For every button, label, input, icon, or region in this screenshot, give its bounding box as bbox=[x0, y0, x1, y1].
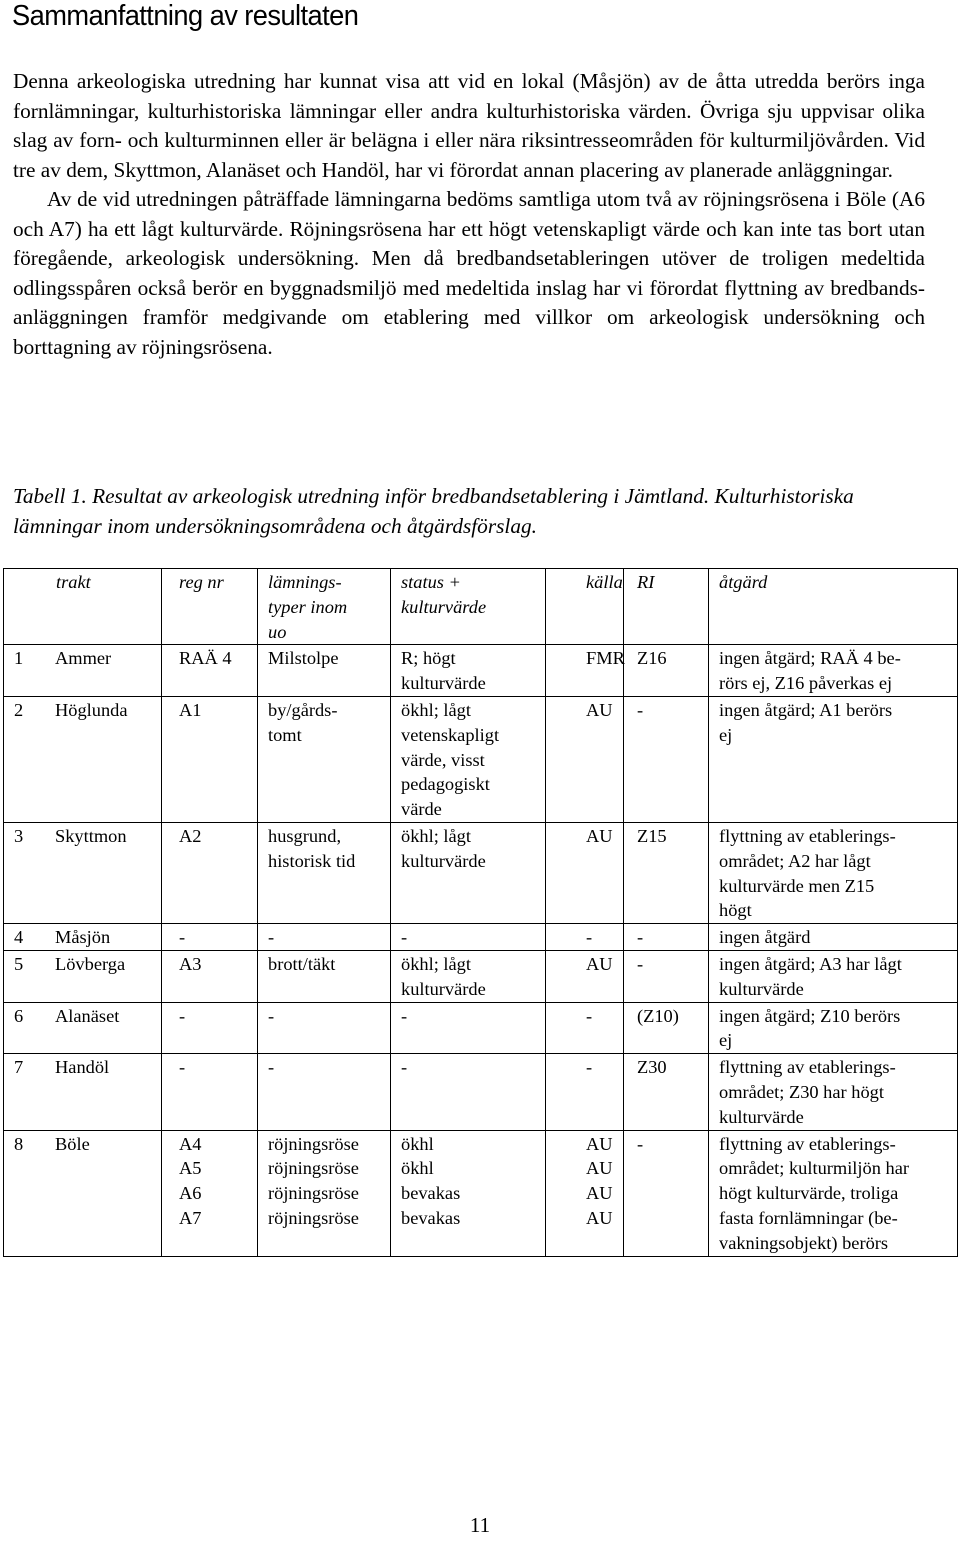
kalla-line: AU bbox=[586, 1133, 613, 1154]
cell-reg-nr bbox=[162, 924, 258, 951]
status-line: kulturvärde bbox=[401, 850, 486, 871]
cell-typ bbox=[258, 1130, 391, 1256]
cell-kalla bbox=[546, 1130, 624, 1256]
summary-text bbox=[13, 67, 925, 362]
reg-nr-line: - bbox=[179, 1057, 186, 1078]
kalla-line: AU bbox=[586, 1158, 613, 1179]
typ-line: Milstolpe bbox=[268, 648, 339, 669]
table-row bbox=[4, 950, 958, 1002]
reg-nr-line: A6 bbox=[179, 1183, 202, 1204]
atgard-line: ingen åtgärd; A3 har lågt bbox=[719, 953, 902, 974]
status-line: - bbox=[401, 1057, 408, 1078]
atgard-line: flyttning av etablerings- bbox=[719, 1133, 896, 1154]
cell-atgard bbox=[709, 696, 958, 822]
kalla-line: AU bbox=[586, 825, 613, 846]
table-row bbox=[4, 924, 958, 951]
typ-line: husgrund, bbox=[268, 825, 342, 846]
trakt-name: Böle bbox=[55, 1133, 90, 1154]
cell-trakt bbox=[4, 1002, 162, 1054]
typ-line: röjningsröse bbox=[268, 1183, 359, 1204]
row-number: 6 bbox=[14, 1005, 24, 1026]
trakt-name: Ammer bbox=[55, 648, 112, 669]
kalla-line: - bbox=[586, 1005, 593, 1026]
header-typer-line: typer inom bbox=[268, 596, 348, 617]
cell-typ bbox=[258, 1002, 391, 1054]
cell-trakt bbox=[4, 1130, 162, 1256]
atgard-line: ej bbox=[719, 724, 733, 745]
typ-line: tomt bbox=[268, 724, 302, 745]
table-row bbox=[4, 1054, 958, 1130]
cell-kalla bbox=[546, 1002, 624, 1054]
atgard-line: ingen åtgärd; RAÄ 4 be- bbox=[719, 648, 901, 669]
cell-ri bbox=[624, 822, 709, 923]
cell-atgard bbox=[709, 1002, 958, 1054]
reg-nr-line: A5 bbox=[179, 1158, 202, 1179]
cell-status bbox=[391, 645, 546, 697]
cell-atgard bbox=[709, 645, 958, 697]
status-line: - bbox=[401, 927, 408, 948]
reg-nr-line: RAÄ 4 bbox=[179, 648, 232, 669]
cell-atgard bbox=[709, 1130, 958, 1256]
cell-ri bbox=[624, 1002, 709, 1054]
cell-kalla bbox=[546, 1054, 624, 1130]
reg-nr-line: A2 bbox=[179, 825, 202, 846]
typ-line: - bbox=[268, 1005, 275, 1026]
row-number: 1 bbox=[14, 648, 24, 669]
cell-atgard bbox=[709, 924, 958, 951]
typ-line: röjningsröse bbox=[268, 1158, 359, 1179]
cell-trakt bbox=[4, 696, 162, 822]
table-row bbox=[4, 645, 958, 697]
cell-typ bbox=[258, 950, 391, 1002]
ri-value: Z15 bbox=[637, 825, 667, 846]
ri-value: Z30 bbox=[637, 1057, 667, 1078]
table-body bbox=[4, 645, 958, 1256]
trakt-name: Skyttmon bbox=[55, 825, 127, 846]
header-ri: RI bbox=[624, 569, 709, 645]
trakt-name: Höglunda bbox=[55, 699, 128, 720]
page-number: 11 bbox=[469, 1513, 491, 1537]
cell-atgard bbox=[709, 1054, 958, 1130]
trakt-name: Måsjön bbox=[55, 927, 111, 948]
status-line: värde bbox=[401, 799, 442, 820]
atgard-line: kulturvärde bbox=[719, 978, 804, 999]
cell-status bbox=[391, 924, 546, 951]
header-status bbox=[391, 569, 546, 645]
cell-kalla bbox=[546, 696, 624, 822]
status-line: ökhl bbox=[401, 1133, 434, 1154]
summary-paragraph-2: Av de vid utredningen påträffade lämningarna bedöms samtliga utom två av röjningsrösena i Böle (A6 och A7) ha ett lågt kulturvärde. Röjningsrösena har ett högt vetenskapligt värde och kan inte tas bort utan föregående, arkeologisk undersökning. Men då bredbandsetableringen utöver de troligen medeltida odlingsspåren också berör en byggnadsmiljö med medeltida inslag har vi förordat flyttning av bredbands-anläggningen framför medgivande om etablering med villkor om arkeologisk undersökning och borttagning av röjningsrösena. bbox=[13, 187, 925, 359]
table-row bbox=[4, 696, 958, 822]
typ-line: - bbox=[268, 927, 275, 948]
cell-typ bbox=[258, 1054, 391, 1130]
cell-ri bbox=[624, 645, 709, 697]
cell-reg-nr bbox=[162, 1002, 258, 1054]
status-line: pedagogiskt bbox=[401, 774, 490, 795]
reg-nr-line: A3 bbox=[179, 953, 202, 974]
cell-status bbox=[391, 1002, 546, 1054]
atgard-line: högt kulturvärde, troliga bbox=[719, 1183, 899, 1204]
typ-line: - bbox=[268, 1057, 275, 1078]
section-heading: Sammanfattning av resultaten bbox=[12, 0, 359, 32]
header-status-line: kulturvärde bbox=[401, 596, 487, 617]
cell-trakt bbox=[4, 822, 162, 923]
cell-ri bbox=[624, 1054, 709, 1130]
cell-trakt bbox=[4, 950, 162, 1002]
cell-kalla bbox=[546, 822, 624, 923]
cell-trakt bbox=[4, 1054, 162, 1130]
ri-value: Z16 bbox=[637, 648, 667, 669]
header-trakt: trakt bbox=[4, 569, 162, 645]
summary-paragraph-1: Denna arkeologiska utredning har kunnat visa att vid en lokal (Måsjön) av de åtta utredda berörs inga fornlämningar, kulturhistoriska lämningar eller andra kulturhistoriska värden. Övriga sju uppvisar olika slag av forn- och kulturminnen eller är belägna i eller nära riksintresseområden för kulturmiljövården. Vid tre av dem, Skyttmon, Alanäset och Handöl, har vi förordat annan placering av planerade anläggningar. bbox=[13, 69, 925, 182]
atgard-line: rörs ej, Z16 påverkas ej bbox=[719, 673, 893, 694]
kalla-line: FMR bbox=[586, 648, 625, 669]
cell-ri bbox=[624, 924, 709, 951]
table-row bbox=[4, 822, 958, 923]
atgard-line: ej bbox=[719, 1030, 733, 1051]
atgard-line: området; kulturmiljön har bbox=[719, 1158, 909, 1179]
row-number: 4 bbox=[14, 927, 24, 948]
status-line: ökhl bbox=[401, 1158, 434, 1179]
reg-nr-line: A1 bbox=[179, 699, 202, 720]
cell-ri bbox=[624, 950, 709, 1002]
cell-atgard bbox=[709, 950, 958, 1002]
cell-status bbox=[391, 1054, 546, 1130]
cell-reg-nr bbox=[162, 696, 258, 822]
header-typer-line: uo bbox=[268, 621, 287, 642]
ri-value: - bbox=[637, 699, 644, 720]
cell-status bbox=[391, 696, 546, 822]
cell-typ bbox=[258, 822, 391, 923]
atgard-line: kulturvärde men Z15 bbox=[719, 875, 875, 896]
status-line: kulturvärde bbox=[401, 978, 486, 999]
atgard-line: ingen åtgärd bbox=[719, 927, 811, 948]
typ-line: brott/täkt bbox=[268, 953, 336, 974]
header-status-line: status + bbox=[401, 572, 461, 592]
row-number: 3 bbox=[14, 825, 24, 846]
atgard-line: ingen åtgärd; A1 berörs bbox=[719, 699, 893, 720]
header-typer-line: lämnings- bbox=[268, 572, 342, 592]
cell-kalla bbox=[546, 924, 624, 951]
cell-reg-nr bbox=[162, 822, 258, 923]
cell-typ bbox=[258, 645, 391, 697]
cell-status bbox=[391, 1130, 546, 1256]
kalla-line: - bbox=[586, 1057, 593, 1078]
status-line: vetenskapligt bbox=[401, 724, 500, 745]
row-number: 2 bbox=[14, 699, 24, 720]
status-line: bevakas bbox=[401, 1207, 461, 1228]
header-reg-nr: reg nr bbox=[162, 569, 258, 645]
cell-reg-nr bbox=[162, 1130, 258, 1256]
atgard-line: kulturvärde bbox=[719, 1106, 804, 1127]
atgard-line: högt bbox=[719, 900, 752, 921]
status-line: ökhl; lågt bbox=[401, 825, 471, 846]
typ-line: historisk tid bbox=[268, 850, 356, 871]
kalla-line: AU bbox=[586, 1207, 613, 1228]
header-kalla: källa bbox=[546, 569, 624, 645]
status-line: bevakas bbox=[401, 1183, 461, 1204]
cell-typ bbox=[258, 696, 391, 822]
status-line: värde, visst bbox=[401, 749, 485, 770]
row-number: 8 bbox=[14, 1133, 24, 1154]
typ-line: röjningsröse bbox=[268, 1207, 359, 1228]
atgard-line: vakningsobjekt) berörs bbox=[719, 1232, 889, 1253]
row-number: 5 bbox=[14, 953, 24, 974]
header-atgard: åtgärd bbox=[709, 569, 958, 645]
trakt-name: Alanäset bbox=[55, 1005, 120, 1026]
kalla-line: AU bbox=[586, 953, 613, 974]
atgard-line: ingen åtgärd; Z10 berörs bbox=[719, 1005, 901, 1026]
row-number: 7 bbox=[14, 1057, 24, 1078]
reg-nr-line: - bbox=[179, 1005, 186, 1026]
kalla-line: AU bbox=[586, 1183, 613, 1204]
reg-nr-line: A4 bbox=[179, 1133, 202, 1154]
table-header-row bbox=[4, 569, 958, 645]
status-line: R; högt bbox=[401, 648, 456, 669]
ri-value: - bbox=[637, 953, 644, 974]
atgard-line: området; Z30 har högt bbox=[719, 1081, 884, 1102]
results-table bbox=[3, 568, 958, 1257]
status-line: - bbox=[401, 1005, 408, 1026]
kalla-line: AU bbox=[586, 699, 613, 720]
cell-typ bbox=[258, 924, 391, 951]
ri-value: - bbox=[637, 1133, 644, 1154]
cell-reg-nr bbox=[162, 950, 258, 1002]
cell-kalla bbox=[546, 645, 624, 697]
reg-nr-line: A7 bbox=[179, 1207, 202, 1228]
cell-ri bbox=[624, 696, 709, 822]
cell-trakt bbox=[4, 924, 162, 951]
cell-status bbox=[391, 950, 546, 1002]
cell-atgard bbox=[709, 822, 958, 923]
trakt-name: Lövberga bbox=[55, 953, 126, 974]
status-line: ökhl; lågt bbox=[401, 953, 471, 974]
cell-status bbox=[391, 822, 546, 923]
cell-kalla bbox=[546, 950, 624, 1002]
cell-reg-nr bbox=[162, 1054, 258, 1130]
atgard-line: flyttning av etablerings- bbox=[719, 1057, 896, 1078]
typ-line: röjningsröse bbox=[268, 1133, 359, 1154]
atgard-line: området; A2 har lågt bbox=[719, 850, 871, 871]
ri-value: - bbox=[637, 927, 644, 948]
status-line: kulturvärde bbox=[401, 673, 486, 694]
table-row bbox=[4, 1002, 958, 1054]
trakt-name: Handöl bbox=[55, 1057, 110, 1078]
atgard-line: flyttning av etablerings- bbox=[719, 825, 896, 846]
reg-nr-line: - bbox=[179, 927, 186, 948]
cell-trakt bbox=[4, 645, 162, 697]
status-line: ökhl; lågt bbox=[401, 699, 471, 720]
atgard-line: fasta fornlämningar (be- bbox=[719, 1207, 898, 1228]
ri-value: (Z10) bbox=[637, 1005, 679, 1026]
cell-reg-nr bbox=[162, 645, 258, 697]
typ-line: by/gårds- bbox=[268, 699, 338, 720]
table-row bbox=[4, 1130, 958, 1256]
header-typer bbox=[258, 569, 391, 645]
kalla-line: - bbox=[586, 927, 593, 948]
table-caption: Tabell 1. Resultat av arkeologisk utredning inför bredbandsetablering i Jämtland. Kulturhistoriska lämningar inom undersökningsområdena och åtgärdsförslag. bbox=[13, 484, 854, 538]
cell-ri bbox=[624, 1130, 709, 1256]
